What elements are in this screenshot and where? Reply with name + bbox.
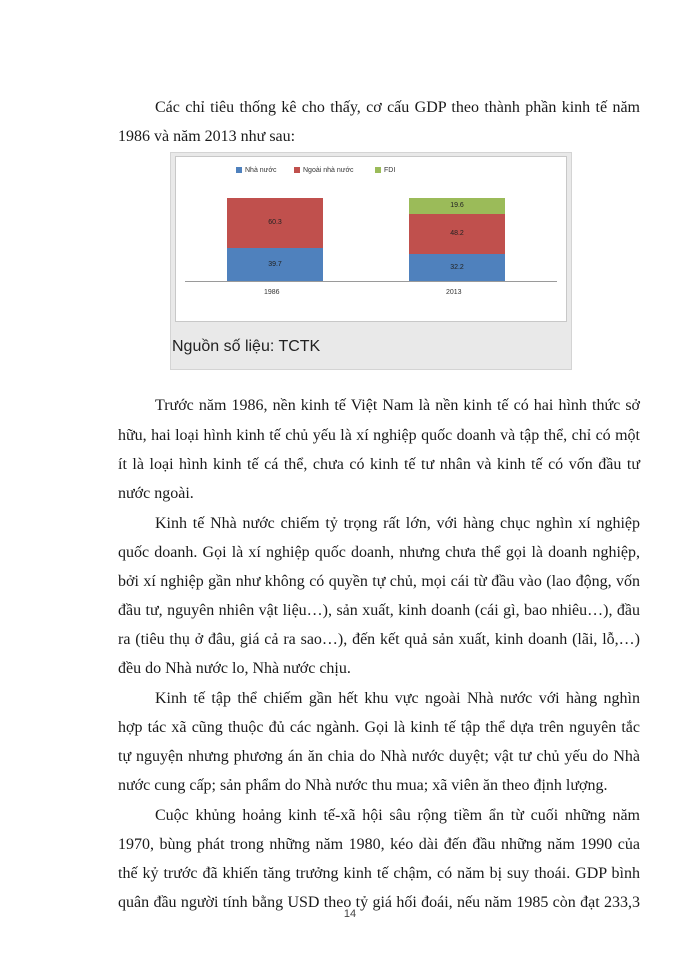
p2-line-3: bởi xí nghiệp gần như không có quyền tự chủ, mọi cái từ đầu vào (lao động, vốn xyxy=(118,573,640,590)
intro-line-1: Các chỉ tiêu thống kê cho thấy, cơ cấu GDP theo thành phần kinh tế năm xyxy=(155,99,640,116)
bar-segment-2013-fdi xyxy=(409,198,505,214)
category-label-2013: 2013 xyxy=(446,289,462,296)
page-number: 14 xyxy=(343,908,357,920)
data-label: 39.7 xyxy=(268,260,282,268)
p2-line-6: đều do Nhà nước lo, Nhà nước chịu. xyxy=(118,660,351,677)
data-label: 48.2 xyxy=(450,230,464,238)
legend-swatch-ngoai-nha-nuoc xyxy=(294,167,300,173)
legend-label-ngoai-nha-nuoc: Ngoài nhà nước xyxy=(303,167,354,174)
p2-line-1: Kinh tế Nhà nước chiếm tỷ trọng rất lớn, với hàng chục nghìn xí nghiệp xyxy=(155,515,640,532)
p1-line-4: nước ngoài. xyxy=(118,485,194,502)
legend-swatch-nha-nuoc xyxy=(236,167,242,173)
p3-line-3: tự nguyện nhưng phương án ăn chia do Nhà nước duyệt; vật tư chủ yếu do Nhà xyxy=(118,748,640,765)
p2-line-5: ra (tiêu thụ ở đâu, giá cả ra sao…), đến kết quả sản xuất, kinh doanh (lãi, lỗ,…) xyxy=(118,631,640,648)
p3-line-1: Kinh tế tập thể chiếm gần hết khu vực ngoài Nhà nước với hàng nghìn xyxy=(155,690,640,707)
bar-segment-1986-ngoài-nhà-nước xyxy=(227,198,323,248)
legend-item-fdi xyxy=(375,166,395,175)
chart-x-axis xyxy=(185,281,557,282)
legend-item-ngoai-nha-nuoc xyxy=(294,166,354,175)
data-label: 32.2 xyxy=(450,263,464,271)
legend-swatch-fdi xyxy=(375,167,381,173)
bar-segment-2013-nhà-nước xyxy=(409,254,505,281)
legend-label-fdi: FDI xyxy=(384,167,396,174)
p3-line-2: hợp tác xã cũng thuộc đủ các ngành. Gọi là kinh tế tập thể dựa trên nguyên tắc xyxy=(118,719,640,736)
bar-segment-1986-nhà-nước xyxy=(227,248,323,281)
p4-line-4: quân đầu người tính bằng USD theo tỷ giá hối đoái, nếu năm 1985 còn đạt 233,3 xyxy=(118,894,640,911)
p3-line-4: nước cung cấp; sản phẩm do Nhà nước thu mua; xã viên ăn theo định lượng. xyxy=(118,777,608,794)
p2-line-4: đầu tư, nguyên nhiên vật liệu…), sản xuất, kinh doanh (cái gì, bao nhiêu…), đầu xyxy=(118,602,640,619)
intro-line-2: 1986 và năm 2013 như sau: xyxy=(118,128,296,145)
p1-line-2: hữu, hai loại hình kinh tế chủ yếu là xí nghiệp quốc doanh và tập thể, chỉ có một xyxy=(118,427,640,444)
p4-line-2: 1970, bùng phát trong những năm 1980, kéo dài đến đầu những năm 1990 của xyxy=(118,836,640,853)
data-label: 19.6 xyxy=(450,202,464,210)
p1-line-3: ít là loại hình kinh tế cá thể, chưa có kinh tế tư nhân và kinh tế có vốn đầu tư xyxy=(118,456,640,473)
p2-line-2: quốc doanh. Gọi là xí nghiệp quốc doanh, nhưng chưa thể gọi là doanh nghiệp, xyxy=(118,544,640,561)
bar-segment-2013-ngoài-nhà-nước xyxy=(409,214,505,254)
p1-line-1: Trước năm 1986, nền kinh tế Việt Nam là nền kinh tế có hai hình thức sở xyxy=(155,397,640,414)
legend-item-nha-nuoc xyxy=(236,166,276,175)
p4-line-1: Cuộc khủng hoảng kinh tế-xã hội sâu rộng tiềm ẩn từ cuối những năm xyxy=(155,807,640,824)
p4-line-3: thế kỷ trước đã khiến tăng trưởng kinh tế chậm, có năm bị suy thoái. GDP bình xyxy=(118,865,640,882)
data-label: 60.3 xyxy=(268,219,282,227)
category-label-1986: 1986 xyxy=(264,289,280,296)
legend-label-nha-nuoc: Nhà nước xyxy=(245,167,277,174)
figure-source: Nguồn số liệu: TCTK xyxy=(172,338,321,355)
